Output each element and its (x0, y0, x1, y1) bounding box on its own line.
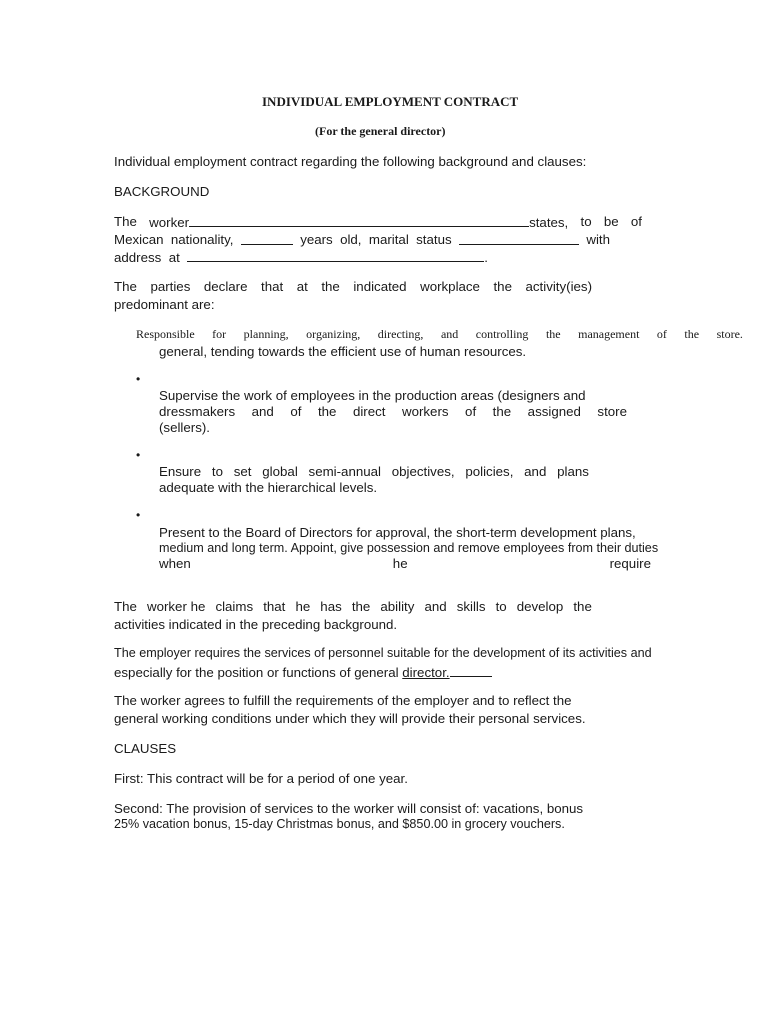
word: for (212, 327, 227, 341)
word: activity(ies) (525, 279, 592, 294)
worker-line-3: address at . (114, 250, 488, 265)
activity-1-line-2: general, tending towards the efficient use of human resources. (159, 344, 527, 359)
word: skills (456, 599, 486, 614)
word: plans (557, 464, 589, 479)
word: the (493, 279, 512, 294)
word: indicated (353, 279, 407, 294)
word: Responsible (136, 327, 195, 341)
agrees-line-2: general working conditions under which they will provide their personal services. (114, 711, 586, 726)
intro-paragraph: Individual employment contract regarding the following background and clauses: (114, 154, 587, 169)
activity-3-line-2: adequate with the hierarchical levels. (159, 480, 378, 495)
word: and (424, 599, 447, 614)
word: he (392, 556, 408, 571)
word: direct (352, 404, 386, 419)
parties-line-1 (114, 279, 592, 294)
word: The (114, 599, 137, 614)
activity-2-line-3: (sellers). (159, 420, 210, 435)
word: set (233, 464, 252, 479)
activity-2-line-2 (159, 404, 627, 419)
word: workplace (420, 279, 480, 294)
word: the (492, 404, 512, 419)
activity-4-line-2: medium and long term. Appoint, give possession and remove employees from their duties (159, 541, 659, 555)
clauses-heading: CLAUSES (114, 741, 177, 756)
claims-line-2: activities indicated in the preceding background. (114, 617, 398, 632)
word: policies, (465, 464, 514, 479)
word: require (609, 556, 651, 571)
word: and (524, 464, 547, 479)
agrees-line-1: The worker agrees to fulfill the requirements of the employer and to reflect the (114, 693, 572, 708)
background-heading: BACKGROUND (114, 184, 210, 199)
word: the (321, 279, 340, 294)
age-blank (241, 232, 293, 245)
word: of (290, 404, 302, 419)
word: develop (516, 599, 564, 614)
document-subtitle: (For the general director) (315, 124, 446, 138)
word: objectives, (391, 464, 455, 479)
word: planning, (243, 327, 289, 341)
word: the (351, 599, 371, 614)
position-blank (450, 664, 492, 677)
activity-1-line-1 (136, 327, 743, 342)
word: workers (401, 404, 449, 419)
word: the (545, 327, 561, 341)
worker-name-blank (189, 214, 529, 227)
position-field: director. (402, 665, 450, 680)
word: Ensure (159, 464, 202, 479)
word: and (440, 327, 459, 341)
second-clause-line-2: 25% vacation bonus, 15-day Christmas bonus, and $850.00 in grocery vouchers. (114, 817, 565, 831)
claims-line-1 (114, 599, 592, 614)
marital-status-blank (459, 232, 579, 245)
word: when (159, 556, 191, 571)
word: organizing, (306, 327, 361, 341)
word: The (114, 279, 137, 294)
word: to (495, 599, 507, 614)
word: of (656, 327, 667, 341)
word: ability (380, 599, 415, 614)
word: global (262, 464, 298, 479)
word: parties (150, 279, 191, 294)
employer-line-2: especially for the position or functions of general director. (114, 664, 492, 680)
activity-4-line-1: Present to the Board of Directors for approval, the short-term development plans, (159, 525, 636, 540)
second-clause-line-1: Second: The provision of services to the worker will consist of: vacations, bonus (114, 801, 584, 816)
word: store. (716, 327, 743, 341)
word: the (573, 599, 592, 614)
word: declare (203, 279, 248, 294)
document-title: INDIVIDUAL EMPLOYMENT CONTRACT (262, 94, 519, 109)
word: that (261, 279, 284, 294)
activity-3-line-1 (159, 464, 589, 479)
bullet-4: • (136, 508, 141, 522)
word: and (251, 404, 274, 419)
worker-line-1: The worker states, to be of (114, 214, 642, 230)
word: the (317, 404, 337, 419)
word: assigned (527, 404, 581, 419)
word: to (211, 464, 223, 479)
word: management (578, 327, 640, 341)
word: directing, (377, 327, 424, 341)
word: worker he (146, 599, 206, 614)
activity-4-line-3 (159, 556, 651, 571)
word: has (320, 599, 342, 614)
bullet-2: • (136, 372, 141, 386)
word: he (295, 599, 311, 614)
worker-line-2: Mexican nationality, years old, marital status with (114, 232, 610, 247)
word: controlling (475, 327, 529, 341)
word: the (684, 327, 700, 341)
address-blank (187, 249, 484, 262)
activity-2-line-1: Supervise the work of employees in the production areas (designers and (159, 388, 586, 403)
first-clause: First: This contract will be for a period of one year. (114, 771, 408, 786)
word: at (296, 279, 308, 294)
word: store (597, 404, 627, 419)
word: semi-annual (308, 464, 381, 479)
parties-line-2: predominant are: (114, 297, 215, 312)
word: of (465, 404, 477, 419)
employer-line-1: The employer requires the services of personnel suitable for the development of its activities and (114, 646, 652, 660)
word: that (263, 599, 286, 614)
bullet-3: • (136, 448, 141, 462)
word: dressmakers (159, 404, 236, 419)
word: claims (215, 599, 254, 614)
